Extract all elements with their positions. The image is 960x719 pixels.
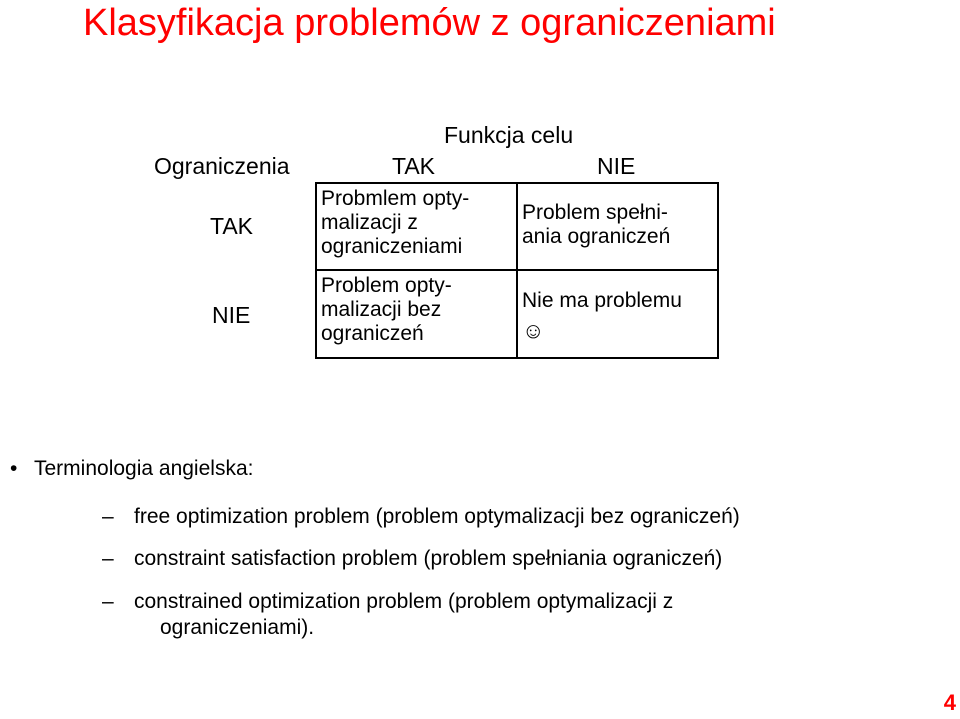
row-header-nie: NIE: [212, 302, 251, 328]
column-group-header: Funkcja celu: [444, 122, 574, 148]
list-item-text: constraint satisfaction problem (problem spełniania ograniczeń): [134, 547, 723, 570]
list-item-continuation: ograniczeniami).: [160, 616, 315, 639]
cell-constraint-satisfaction-text: Problem spełni- ania ograniczeń: [522, 201, 671, 248]
dash-icon: –: [102, 590, 114, 613]
cell-free-optimization: [315, 269, 518, 359]
cell-free-optimization-text: Problem opty- malizacji bez ograniczeń: [321, 274, 452, 345]
list-item: [102, 504, 740, 530]
bullet-icon: •: [10, 457, 18, 480]
column-header-tak: TAK: [392, 153, 436, 179]
list-item: [102, 546, 722, 572]
terminology-heading: Terminologia angielska:: [34, 457, 254, 480]
smiley-icon: ☺: [522, 318, 545, 343]
cell-no-problem-text: Nie ma problemu: [522, 289, 682, 312]
dash-icon: –: [102, 547, 114, 570]
cell-constrained-optimization-text: Probmlem opty- malizacji z ograniczeniami: [321, 187, 470, 258]
row-header-tak: TAK: [210, 213, 254, 239]
page-number: 4: [943, 690, 956, 715]
terminology-heading-row: [10, 456, 253, 482]
slide-title: Klasyfikacja problemów z ograniczeniami: [83, 2, 776, 44]
dash-icon: –: [102, 505, 114, 528]
list-item: [102, 589, 673, 641]
cell-constrained-optimization: [315, 182, 518, 271]
list-item-text: constrained optimization problem (problem optymalizacji z: [134, 590, 674, 613]
list-item-text: free optimization problem (problem optymalizacji bez ograniczeń): [134, 505, 740, 528]
cell-constraint-satisfaction: [516, 182, 719, 271]
column-header-nie: NIE: [597, 153, 636, 179]
cell-no-problem: [516, 269, 719, 359]
row-group-header: Ograniczenia: [154, 153, 290, 179]
